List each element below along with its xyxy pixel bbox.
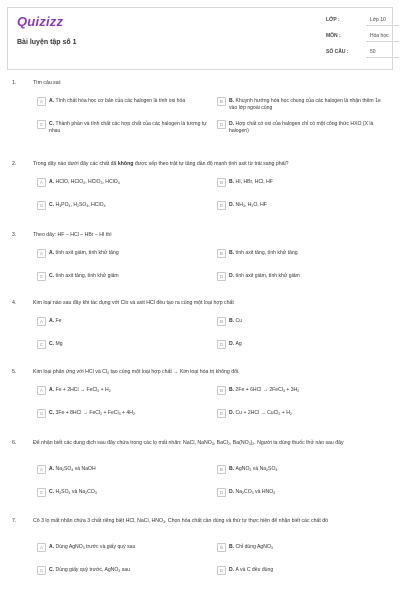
option-text: D. Hợp chất có oxi của halogen chỉ có một công thức HXO (X là halogen) — [229, 121, 374, 134]
option-text: A. Tính chất hóa học cơ bản của các halogen là tính oxi hóa — [49, 98, 186, 104]
option-letter-box[interactable]: D — [217, 488, 226, 497]
question-text: Để nhận biết các dung dịch sau đây chứa trong các lọ mất nhãn: NaCl, NaNO$_3$, BaCl$_2$, $Ba(NO_3)_2$. Người ta dùng thuốc thử nào sau đây — [33, 440, 344, 446]
question-number: 4. — [12, 300, 17, 306]
question-number: 3. — [12, 232, 17, 238]
option-text: D. A và C đều đúng — [229, 567, 274, 573]
option-text: C. 3Fe + 8HCl → FeCl$_2$ + FeCl$_3$ + $4H_2$ — [49, 410, 135, 416]
option-text: A. Fe + 2HCl → FeCl$_2$ + $H_2$ — [49, 387, 111, 393]
option-text: B. HI, HBr, HCl, HF — [229, 179, 273, 185]
option-letter-box[interactable]: A — [37, 543, 46, 552]
option-letter-box[interactable]: B — [217, 178, 226, 187]
question-number: 2. — [12, 161, 17, 167]
option-letter-box[interactable]: B — [217, 317, 226, 326]
option-letter-box[interactable]: B — [217, 97, 226, 106]
question-text: Kim loại phản ứng với HCl và $Cl_2$ tạo cùng một loại hợp chất → Kim loại hóa trị không đổi. — [33, 369, 240, 375]
option-letter-box[interactable]: A — [37, 465, 46, 474]
option-letter-box[interactable]: B — [217, 386, 226, 395]
option-text: B. AgNO$_3$ và $Na_2SO_4$ — [229, 466, 278, 472]
option-letter-box[interactable]: A — [37, 386, 46, 395]
option-text: C. Dùng giấy quỳ trước, AgNO$_3$ sau — [49, 567, 130, 573]
option-letter-box[interactable]: C — [37, 488, 46, 497]
option-text: A. $Na_2SO_4$ và NaOH — [49, 466, 96, 472]
option-letter-box[interactable]: B — [217, 249, 226, 258]
option-text: C. tính axit tăng, tính khử giảm — [49, 273, 119, 279]
option-text: A. Dùng AgNO$_3$ trước và giấy quỳ sau — [49, 544, 136, 550]
option-text: C. Mg — [49, 341, 63, 347]
option-text: C. Thành phần và tính chất các hợp chất của các halogen là tương tự nhau — [49, 121, 207, 134]
option-letter-box[interactable]: C — [37, 566, 46, 575]
option-letter-box[interactable]: C — [37, 272, 46, 281]
option-text: A. HClO, HClO$_2$, HClO$_3$, HClO$_4$ — [49, 179, 120, 185]
question-number: 7. — [12, 518, 17, 524]
option-letter-box[interactable]: C — [37, 120, 46, 129]
option-letter-box[interactable]: C — [37, 409, 46, 418]
question-text: Tìm câu sai: — [33, 80, 62, 86]
quizizz-logo: Quizizz — [17, 14, 64, 29]
option-text: D. Ag — [229, 341, 242, 347]
question-number: 5. — [12, 369, 17, 375]
option-letter-box[interactable]: D — [217, 566, 226, 575]
option-text: B. Cu — [229, 318, 243, 324]
option-letter-box[interactable]: A — [37, 317, 46, 326]
option-letter-box[interactable]: A — [37, 97, 46, 106]
class-label: LỚP : — [326, 17, 340, 23]
option-letter-box[interactable]: B — [217, 465, 226, 474]
option-letter-box[interactable]: D — [217, 120, 226, 129]
question-number: 6. — [12, 440, 17, 446]
option-text: D. Cu + 2HCl → CuCl$_2$ + $H_2$ — [229, 410, 292, 416]
option-letter-box[interactable]: A — [37, 178, 46, 187]
option-text: C. $H_3PO_4$, $H_2SO_4$, HClO$_4$ — [49, 202, 106, 208]
option-text: B. Chỉ dùng AgNO$_3$ — [229, 544, 273, 550]
option-text: C. $H_2SO_4$ và $Na_2CO_3$ — [49, 489, 97, 495]
question-text: Trong dãy nào dưới đây các chất đã không được xếp theo trật tự tăng dần độ mạnh tính axit từ trái sang phải? — [33, 161, 289, 167]
option-text: D. $Na_2CO_3$ và $HNO_3$ — [229, 489, 276, 495]
option-letter-box[interactable]: D — [217, 409, 226, 418]
option-text: A. Fe — [49, 318, 62, 324]
option-letter-box[interactable]: C — [37, 201, 46, 210]
question-count-value: 50 — [370, 49, 376, 55]
question-text: Theo dãy: HF – HCl – HBr – HI thì — [33, 232, 112, 238]
question-text: Kim loại nào sau đây khi tác dụng với Clo và axit HCl đều tạo ra cùng một loại hợp chất — [33, 300, 234, 306]
question-text: Có 3 lọ mất nhãn chứa 3 chất riêng biệt HCl, NaCl, $HNO_3$. Chọn hóa chất cần dùng và thứ tự thực hiện để nhận biết các chất đó — [33, 518, 328, 524]
option-text: B. Khuynh hướng hóa học chung của các halogen là nhận thêm 1e vào lớp ngoài cùng — [229, 98, 381, 111]
option-letter-box[interactable]: D — [217, 340, 226, 349]
subject-label: MÔN : — [326, 33, 341, 39]
subject-value: Hóa học — [370, 33, 389, 39]
option-text: A. tính axit giảm, tính khử tăng — [49, 250, 119, 256]
option-text: B. tính axit tăng, tính khử tăng — [229, 250, 298, 256]
worksheet-header — [7, 7, 393, 70]
question-number: 1. — [12, 80, 17, 86]
option-letter-box[interactable]: B — [217, 543, 226, 552]
option-letter-box[interactable]: D — [217, 201, 226, 210]
option-letter-box[interactable]: D — [217, 272, 226, 281]
option-letter-box[interactable]: A — [37, 249, 46, 258]
option-text: B. 2Fe + 6HCl → 2FeCl$_3$ + $3H_2$ — [229, 387, 300, 393]
option-text: D. tính axit giảm, tính khử giảm — [229, 273, 300, 279]
option-text: D. $NH_3$, $H_2O$, HF — [229, 202, 267, 208]
class-value: Lớp 10 — [370, 17, 386, 23]
option-letter-box[interactable]: C — [37, 340, 46, 349]
worksheet-title: Bài luyện tập số 1 — [17, 39, 77, 46]
question-count-label: SỐ CÂU : — [326, 49, 349, 55]
